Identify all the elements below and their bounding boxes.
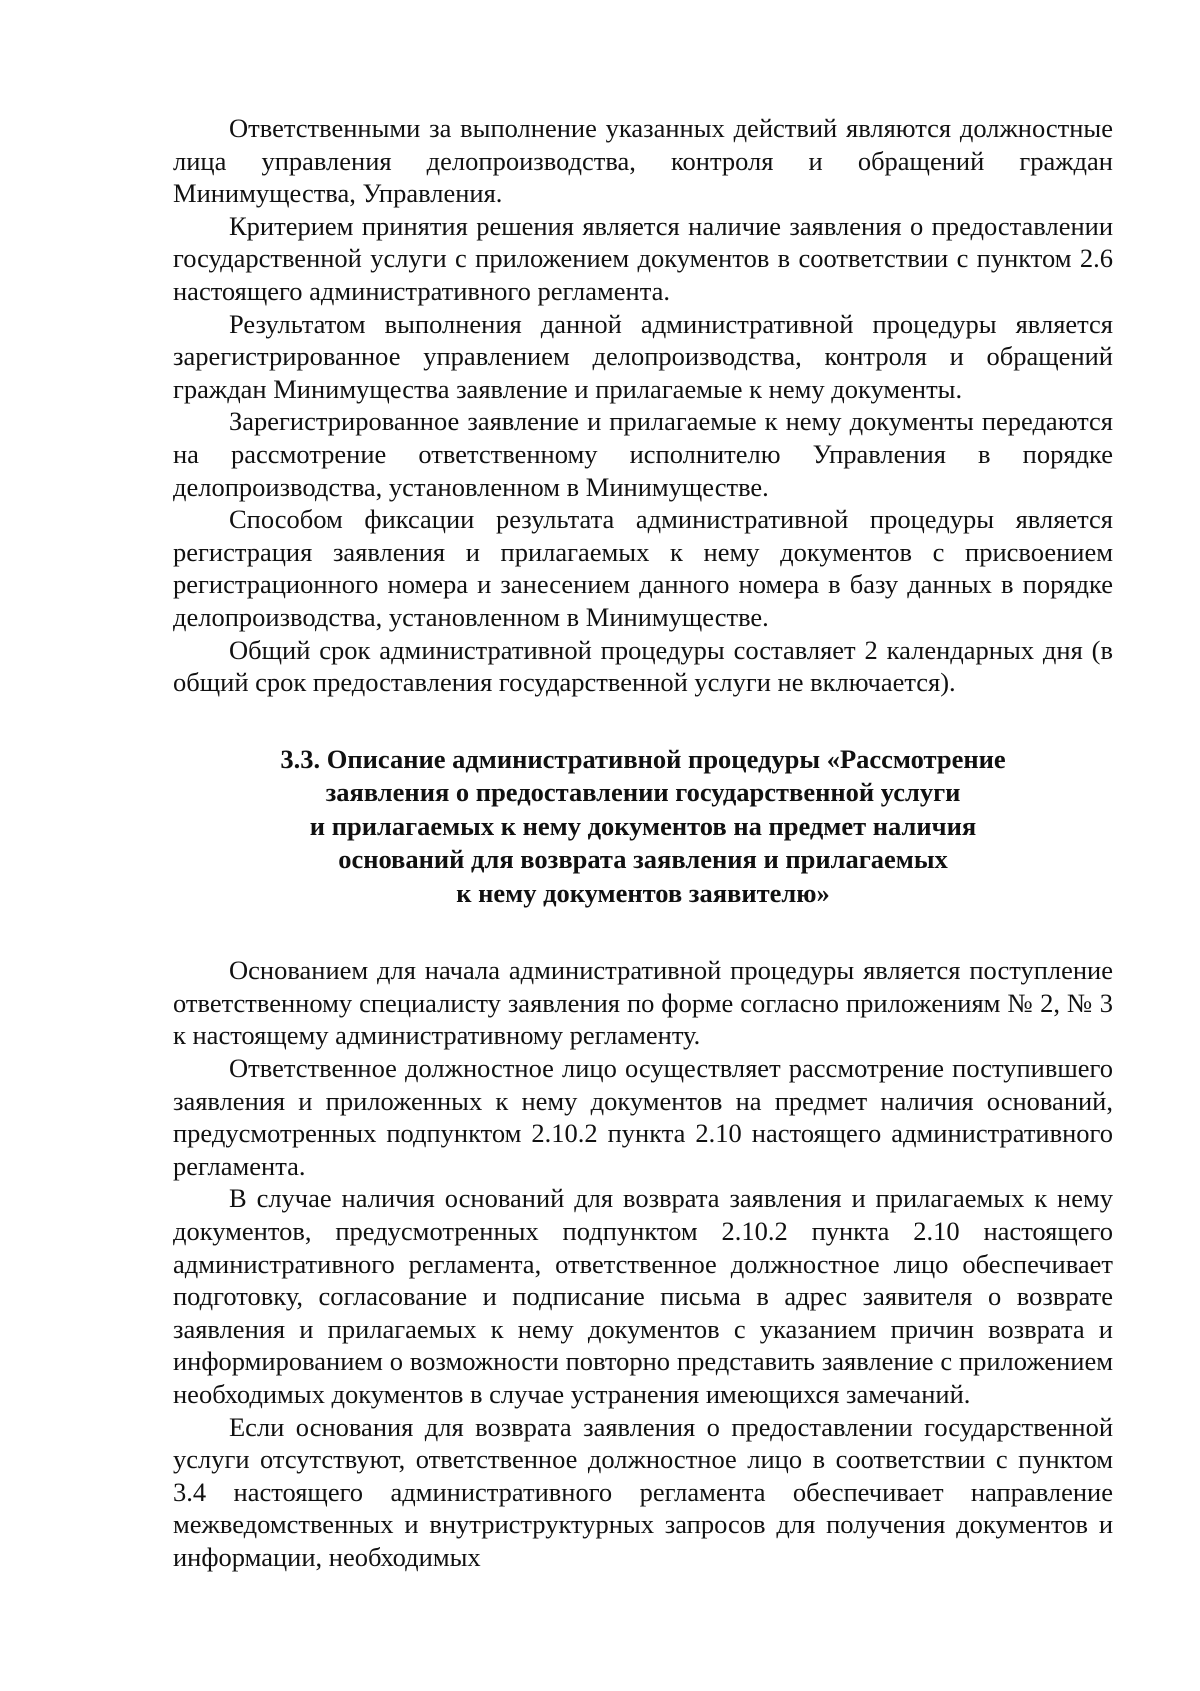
paragraph-fixation-method: Способом фиксации результата административной процедуры является регистрация заявления и прилагаемых к нему документов с присвоением регистрационного номера и занесением данного номера в базу данных в порядке делопроизводства, установленном в Минимуществе. (173, 504, 1113, 632)
paragraph-no-return-case: Если основания для возврата заявления о предоставлении государственной услуги отсутствуют, ответственное должностное лицо в соответствии с пунктом 3.4 настоящего административного регламента обеспечивает направление межведомственных и внутриструктурных запросов для получения документов и информации, необходимых (173, 1411, 1113, 1572)
section-heading-line: 3.3. Описание административной процедуры «Рассмотрение (280, 743, 1006, 774)
paragraph-procedure-basis: Основанием для начала административной процедуры является поступление ответственному специалисту заявления по форме согласно приложениям № 2, № 3 к настоящему административному регламенту. (173, 955, 1113, 1051)
paragraph-procedure-result: Результатом выполнения данной административной процедуры является зарегистрированное управлением делопроизводства, контроля и обращений граждан Минимущества заявление и прилагаемые к нему документы. (173, 308, 1113, 404)
section-heading-line: оснований для возврата заявления и прилагаемых (338, 844, 948, 875)
paragraph-responsible-persons: Ответственными за выполнение указанных действий являются должностные лица управления делопроизводства, контроля и обращений граждан Минимущества, Управления. (173, 113, 1113, 209)
section-heading (173, 743, 1113, 911)
paragraph-registered-application: Зарегистрированное заявление и прилагаемые к нему документы передаются на рассмотрение ответственному исполнителю Управления в порядке делопроизводства, установленном в Минимуществе. (173, 406, 1113, 502)
paragraph-review: Ответственное должностное лицо осуществляет рассмотрение поступившего заявления и приложенных к нему документов на предмет наличия оснований, предусмотренных подпунктом 2.10.2 пункта 2.10 настоящего административного регламента. (173, 1052, 1113, 1181)
document-page (173, 112, 1113, 1573)
section-heading-line: и прилагаемых к нему документов на предмет наличия (309, 810, 977, 841)
paragraph-procedure-term: Общий срок административной процедуры составляет 2 календарных дня (в общий срок предоставления государственной услуги не включается). (173, 634, 1113, 698)
paragraph-decision-criterion: Критерием принятия решения является наличие заявления о предоставлении государственной услуги с приложением документов в соответствии с пунктом 2.6 настоящего административного регламента. (173, 210, 1113, 306)
section-heading-line: заявления о предоставлении государственной услуги (325, 777, 961, 808)
section-heading-line: к нему документов заявителю» (456, 877, 830, 908)
paragraph-return-case: В случае наличия оснований для возврата заявления и прилагаемых к нему документов, предусмотренных подпунктом 2.10.2 пункта 2.10 настоящего административного регламента, ответственное должностное лицо обеспечивает подготовку, согласование и подписание письма в адрес заявителя о возврате заявления и прилагаемых к нему документов с указанием причин возврата и информированием о возможности повторно представить заявление с приложением необходимых документов в случае устранения имеющихся замечаний. (173, 1183, 1113, 1409)
